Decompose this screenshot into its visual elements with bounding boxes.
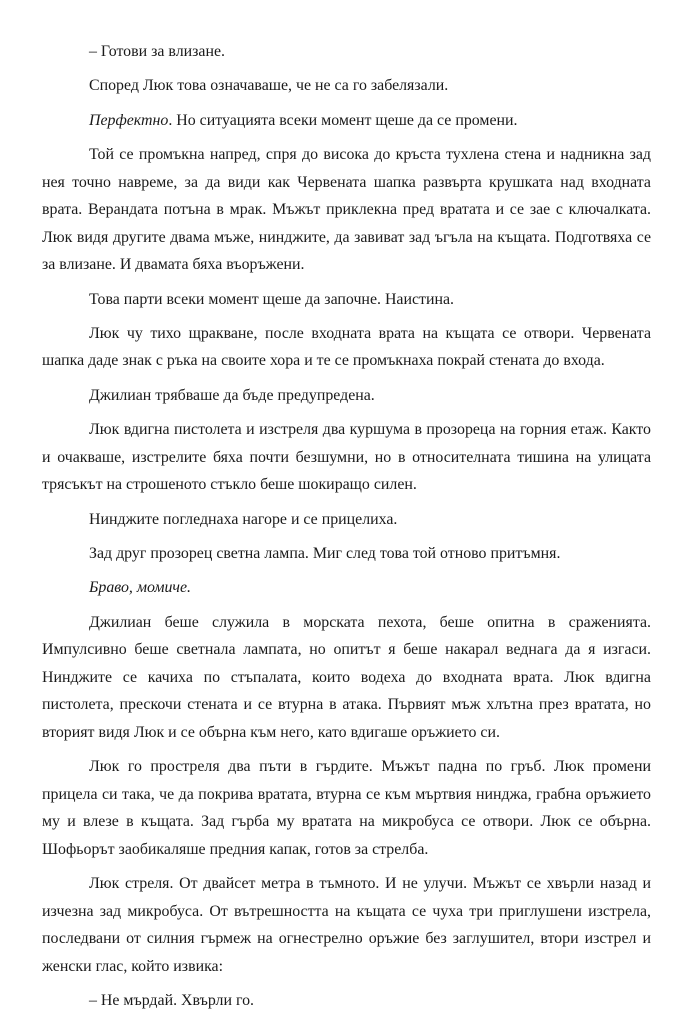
paragraph: Според Люк това означаваше, че не са го забелязали.: [89, 77, 449, 95]
paragraph: Люк стреля. От двайсет метра в тъмното. И не улучи. Мъжът се хвърли назад и изчезна зад микробуса. От вътрешността на къщата се чуха три приглушени изстрела, последвани от силния гърмеж на огнестрелно оръжие без заглушител, втори изстрел и женски глас, който извика:: [42, 875, 651, 975]
paragraph: Джилиан беше служила в морската пехота, беше опитна в сраженията. Импулсивно беше светнала лампата, но опитът я беше накарал веднага да я изгаси. Нинджите се качиха по стъпалата, които водеха до входната врата. Люк вдигна пистолета, прескочи стената и се втурна в атака. Първият мъж хлътна през вратата, но вторият видя Люк и се обърна към него, като вдигаше оръжието си.: [42, 613, 651, 741]
paragraph: Той се промъкна напред, спря до висока до кръста тухлена стена и надникна зад нея точно навреме, за да види как Червената шапка развърта крушката над входната врата. Верандата потъна в мрак. Мъжът приклекна пред вратата и се зае с ключалката. Люк видя другите двама мъже, нинджите, да завиват зад ъгъла на къщата. Подготвяха се за влизане. И двамата бяха въоръжени.: [42, 146, 651, 274]
paragraph: Нинджите погледнаха нагоре и се прицелиха.: [89, 510, 398, 528]
italic-phrase: Перфектно: [89, 111, 169, 129]
paragraph: – Готови за влизане.: [89, 43, 225, 60]
paragraph: – Не мърдай. Хвърли го.: [89, 991, 254, 1009]
paragraph: Люк вдигна пистолета и изстреля два куршума в прозореца на горния етаж. Както и очакваше, изстрелите бяха почти безшумни, но в относителната тишина на улицата трясъкът на строшеното стъкло беше шокиращо силен.: [42, 421, 651, 494]
paragraph-text: . Но ситуацията всеки момент щеше да се промени.: [168, 111, 518, 129]
paragraph: Люк го простреля два пъти в гърдите. Мъжът падна по гръб. Люк промени прицела си така, че да покрива вратата, втурна се към мъртвия нинджа, грабна оръжието му и влезе в къщата. Зад гърба му вратата на микробуса се отвори. Люк се обърна. Шофьорът заобикаляше предния капак, готов за стрелба.: [42, 758, 651, 858]
paragraph: [42, 574, 651, 602]
paragraph: Това парти всеки момент щеше да започне. Наистина.: [89, 290, 455, 308]
paragraph: Люк чу тихо щракване, после входната врата на къщата се отвори. Червената шапка даде знак с ръка на своите хора и те се промъкнаха покрай стената до входа.: [42, 324, 651, 370]
paragraph: Джилиан трябваше да бъде предупредена.: [89, 386, 375, 404]
paragraph: [42, 107, 651, 135]
italic-phrase: Браво, момиче.: [89, 579, 192, 597]
paragraph: Зад друг прозорец светна лампа. Миг след това той отново притъмня.: [89, 545, 561, 563]
